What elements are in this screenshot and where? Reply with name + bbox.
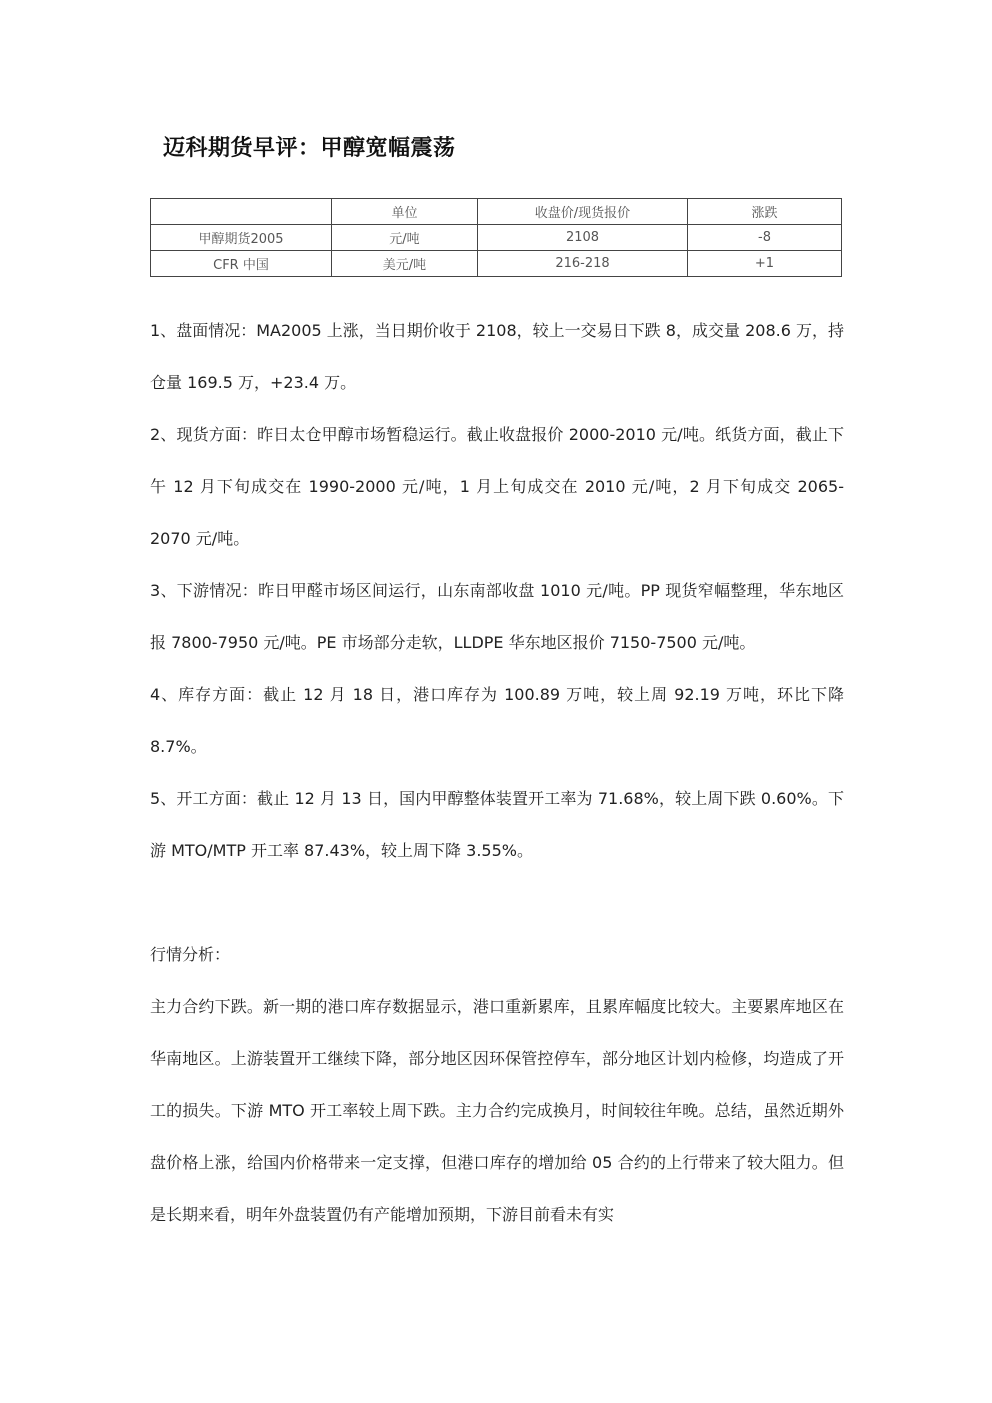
heading-text: 行情分析：: [150, 945, 231, 964]
section-operating-rate: [150, 773, 844, 877]
table-cell: 2108: [478, 225, 688, 251]
table-cell: 元/吨: [332, 225, 478, 251]
table-header-cell: [151, 199, 332, 225]
table-cell: 216-218: [478, 251, 688, 277]
page-title: 迈科期货早评：甲醇宽幅震荡: [163, 136, 456, 161]
section-market-overview: [150, 305, 844, 409]
table-row: [151, 225, 842, 251]
table-cell: CFR 中国: [151, 251, 332, 277]
paragraph: 1、盘面情况：MA2005 上涨，当日期价收于 2108，较上一交易日下跌 8，成交量 208.6 万，持仓量 169.5 万，+23.4 万。: [150, 321, 844, 392]
table-cell: +1: [688, 251, 842, 277]
table-row: [151, 251, 842, 277]
section-spot-market: [150, 409, 844, 565]
analysis-body: [150, 981, 844, 1241]
section-inventory: [150, 669, 844, 773]
paragraph: 5、开工方面：截止 12 月 13 日，国内甲醇整体装置开工率为 71.68%，较上周下跌 0.60%。下游 MTO/MTP 开工率 87.43%，较上周下降 3.55%。: [150, 789, 844, 860]
price-table: [150, 198, 842, 277]
table-cell: 甲醇期货2005: [151, 225, 332, 251]
table-header-cell: 涨跌: [688, 199, 842, 225]
analysis-heading: [150, 929, 844, 981]
table-cell: -8: [688, 225, 842, 251]
paragraph: 2、现货方面：昨日太仓甲醇市场暂稳运行。截止收盘报价 2000-2010 元/吨。纸货方面，截止下午 12 月下旬成交在 1990-2000 元/吨，1 月上旬成交在 2010 元/吨，2 月下旬成交 2065-2070 元/吨。: [150, 425, 844, 548]
table-cell: 美元/吨: [332, 251, 478, 277]
table-header-row: [151, 199, 842, 225]
table-header-cell: 收盘价/现货报价: [478, 199, 688, 225]
paragraph: 3、下游情况：昨日甲醛市场区间运行，山东南部收盘 1010 元/吨。PP 现货窄幅整理，华东地区报 7800-7950 元/吨。PE 市场部分走软，LLDPE 华东地区报价 7150-7500 元/吨。: [150, 581, 844, 652]
table-header-cell: 单位: [332, 199, 478, 225]
section-downstream: [150, 565, 844, 669]
paragraph: 4、库存方面：截止 12 月 18 日，港口库存为 100.89 万吨，较上周 92.19 万吨，环比下降 8.7%。: [150, 685, 844, 756]
paragraph: 主力合约下跌。新一期的港口库存数据显示，港口重新累库，且累库幅度比较大。主要累库地区在华南地区。上游装置开工继续下降，部分地区因环保管控停车，部分地区计划内检修，均造成了开工的损失。下游 MTO 开工率较上周下跌。主力合约完成换月，时间较往年晚。总结，虽然近期外盘价格上涨，给国内价格带来一定支撑，但港口库存的增加给 05 合约的上行带来了较大阻力。但是长期来看，明年外盘装置仍有产能增加预期，下游目前看未有实: [150, 997, 844, 1224]
